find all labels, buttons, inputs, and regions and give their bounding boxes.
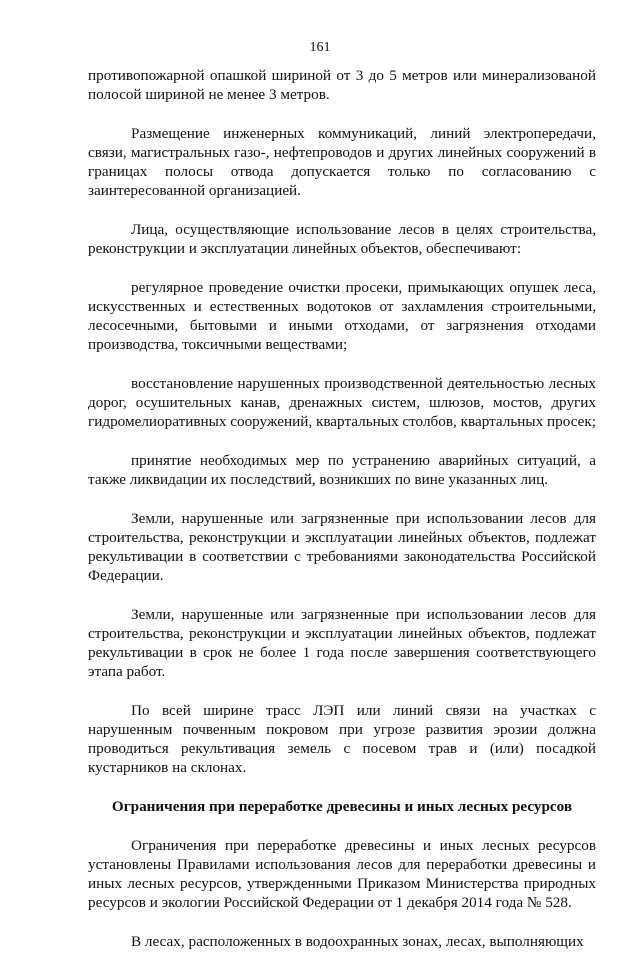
paragraph: Земли, нарушенные или загрязненные при использовании лесов для строительства, реконструкции и эксплуатации линейных объектов, подлежат рекультивации в соответствии с требованиями законодательства Российской Федерации. <box>88 510 596 584</box>
paragraph: По всей ширине трасс ЛЭП или линий связи на участках с нарушенным почвенным покровом при угрозе развития эрозии должна проводиться рекультивация земель с посевом трав и (или) посадкой кустарников на склонах. <box>88 702 596 776</box>
page-number: 161 <box>309 40 331 55</box>
list-paragraph: принятие необходимых мер по устранению аварийных ситуаций, а также ликвидации их последствий, возникших по вине указанных лиц. <box>88 452 596 488</box>
list-paragraph: регулярное проведение очистки просеки, примыкающих опушек леса, искусственных и естественных водотоков от захламления строительными, лесосечными, бытовыми и иными отходами, от загрязнения отходами производства, токсичными веществами; <box>88 279 596 353</box>
paragraph: Лица, осуществляющие использование лесов в целях строительства, реконструкции и эксплуатации линейных объектов, обеспечивают: <box>88 221 596 257</box>
paragraph: В лесах, расположенных в водоохранных зонах, лесах, выполняющих <box>131 933 584 950</box>
list-paragraph: восстановление нарушенных производственной деятельностью лесных дорог, осушительных канав, дренажных систем, шлюзов, мостов, других гидромелиоративных сооружений, квартальных столбов, квартальных просек; <box>88 375 596 430</box>
section-heading: Ограничения при переработке древесины и иных лесных ресурсов <box>111 798 573 815</box>
paragraph: Ограничения при переработке древесины и иных лесных ресурсов установлены Правилами использования лесов для переработки древесины и иных лесных ресурсов, утвержденными Приказом Министерства природных ресурсов и экологии Российской Федерации от 1 декабря 2014 года № 528. <box>88 837 596 911</box>
paragraph: противопожарной опашкой шириной от 3 до 5 метров или минерализованой полосой шириной не менее 3 метров. <box>88 67 596 103</box>
paragraph: Размещение инженерных коммуникаций, линий электропередачи, связи, магистральных газо-, нефтепроводов и других линейных сооружений в границах полосы отвода допускается только по согласованию с заинтересованной организацией. <box>88 125 596 199</box>
page-body <box>88 66 596 971</box>
paragraph: Земли, нарушенные или загрязненные при использовании лесов для строительства, реконструкции и эксплуатации линейных объектов, подлежат рекультивации в срок не более 1 года после завершения соответствующего этапа работ. <box>88 606 596 680</box>
